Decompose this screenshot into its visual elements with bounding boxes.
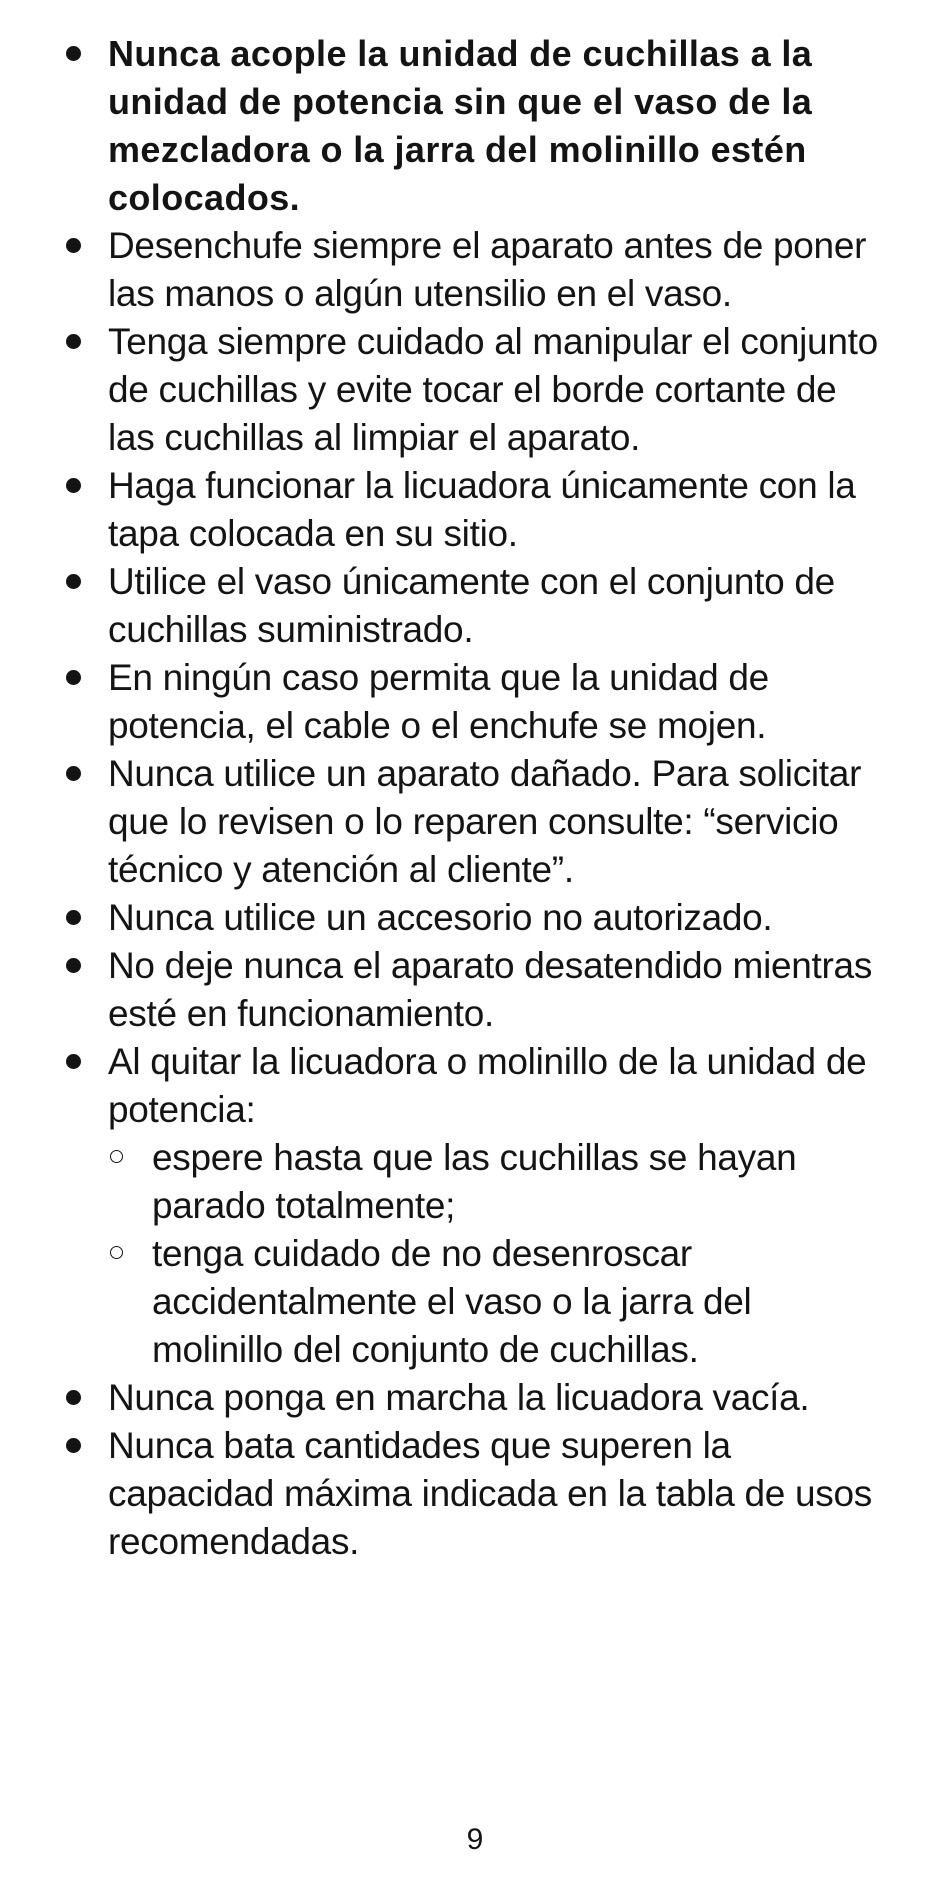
bullet-icon — [66, 334, 81, 349]
list-item-empty — [60, 1374, 890, 1422]
bullet-icon — [66, 238, 81, 253]
list-item-text: No deje nunca el aparato desatendido mientras esté en funcionamiento. — [108, 945, 873, 1034]
list-item-text: Utilice el vaso únicamente con el conjunto de cuchillas suministrado. — [108, 561, 835, 650]
bullet-icon — [66, 478, 81, 493]
sublist-item-unscrew — [108, 1230, 890, 1374]
list-item-text: Tenga siempre cuidado al manipular el conjunto de cuchillas y evite tocar el borde cortante de las cuchillas al limpiar el aparato. — [108, 321, 878, 458]
sublist-item-text: tenga cuidado de no desenroscar accidentalmente el vaso o la jarra del molinillo del conjunto de cuchillas. — [152, 1233, 752, 1370]
list-item-text: Nunca bata cantidades que superen la capacidad máxima indicada en la tabla de usos recomendadas. — [108, 1425, 872, 1562]
bullet-icon — [66, 958, 81, 973]
list-item-removing — [60, 1038, 890, 1374]
list-item-damaged — [60, 750, 890, 894]
sublist-item-wait — [108, 1134, 890, 1230]
removing-sublist — [108, 1134, 890, 1374]
bullet-icon — [66, 574, 81, 589]
list-item-text: Nunca ponga en marcha la licuadora vacía. — [108, 1377, 810, 1418]
list-item-text: Nunca acople la unidad de cuchillas a la unidad de potencia sin que el vaso de la mezcladora o la jarra del molinillo estén colocados. — [108, 33, 813, 218]
hollow-bullet-icon — [110, 1246, 123, 1259]
list-item-unplug — [60, 222, 890, 318]
bullet-icon — [66, 1438, 81, 1453]
bullet-icon — [66, 670, 81, 685]
safety-instructions-list — [60, 30, 890, 1566]
list-item-blade-care — [60, 318, 890, 462]
list-item-text: Desenchufe siempre el aparato antes de poner las manos o algún utensilio en el vaso. — [108, 225, 867, 314]
bullet-icon — [66, 46, 81, 61]
page-number: 9 — [466, 1823, 484, 1856]
bullet-icon — [66, 910, 81, 925]
list-item-accessory — [60, 894, 890, 942]
bullet-icon — [66, 1054, 81, 1069]
list-item-jar-blades — [60, 558, 890, 654]
list-item-warning-blade-unit — [60, 30, 890, 222]
list-item-text: Haga funcionar la licuadora únicamente con la tapa colocada en su sitio. — [108, 465, 856, 554]
bullet-icon — [66, 1390, 81, 1405]
list-item-text: Nunca utilice un accesorio no autorizado. — [108, 897, 773, 938]
bullet-icon — [66, 766, 81, 781]
list-item-text: En ningún caso permita que la unidad de potencia, el cable o el enchufe se mojen. — [108, 657, 769, 746]
hollow-bullet-icon — [110, 1150, 123, 1163]
list-item-unattended — [60, 942, 890, 1038]
list-item-wet — [60, 654, 890, 750]
list-item-lid — [60, 462, 890, 558]
sublist-item-text: espere hasta que las cuchillas se hayan parado totalmente; — [152, 1137, 797, 1226]
list-item-capacity — [60, 1422, 890, 1566]
list-item-text: Nunca utilice un aparato dañado. Para solicitar que lo revisen o lo reparen consulte: “servicio técnico y atención al cliente”. — [108, 753, 862, 890]
list-item-text: Al quitar la licuadora o molinillo de la unidad de potencia: — [108, 1041, 867, 1130]
